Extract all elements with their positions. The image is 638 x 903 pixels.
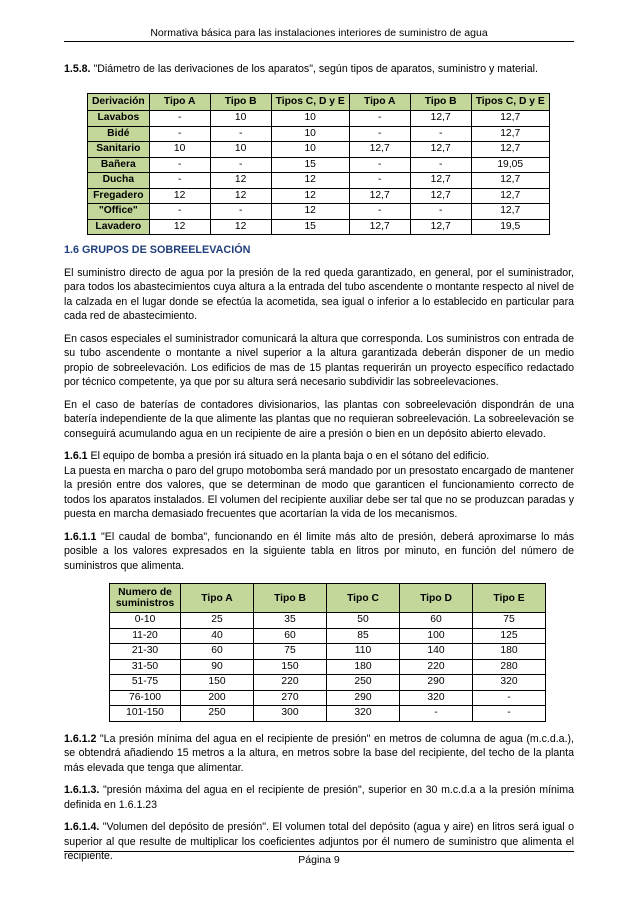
table-row	[88, 157, 550, 173]
table-cell: 300	[254, 706, 327, 722]
table-cell: 10	[271, 142, 349, 158]
table-cell: 12,7	[471, 173, 549, 189]
table-cell: 0-10	[110, 613, 181, 629]
table-cell: 12,7	[349, 188, 410, 204]
column-header: Tipo B	[210, 93, 271, 111]
row-label: Bidé	[88, 126, 150, 142]
table-cell: 50	[327, 613, 400, 629]
table-cell: 12,7	[471, 142, 549, 158]
table-cell: 320	[327, 706, 400, 722]
section-number: 1.6.1.3.	[64, 784, 100, 796]
section-1-6-1	[64, 449, 574, 522]
row-label: Lavadero	[88, 219, 150, 235]
table-cell: 320	[400, 690, 473, 706]
column-header: Tipo A	[349, 93, 410, 111]
table-cell: 12	[271, 204, 349, 220]
table-row	[88, 111, 550, 127]
table-cell: 12	[210, 219, 271, 235]
table-cell: 12,7	[410, 219, 471, 235]
section-1-6-1-1	[64, 530, 574, 574]
section-title: 1.6 GRUPOS DE SOBREELEVACIÓN	[64, 244, 251, 256]
table-row	[110, 659, 546, 675]
page-header: Normativa básica para las instalaciones interiores de suministro de agua	[150, 27, 488, 39]
page-content	[64, 62, 574, 872]
table-cell: 10	[210, 142, 271, 158]
table-cell: -	[473, 706, 546, 722]
table-cell: 220	[254, 675, 327, 691]
table-row	[110, 706, 546, 722]
table-row	[110, 628, 546, 644]
table-cell: 60	[181, 644, 254, 660]
table-cell: 180	[473, 644, 546, 660]
table-cell: 180	[327, 659, 400, 675]
paragraph: El suministro directo de agua por la presión de la red queda garantizado, en general, por el suministrador, para todos los abastecimientos cuya altura a la entrada del tubo ascendente o montante respecto al nivel de la calzada en el lugar donde se efectúa la acometida, sea igual o inferior a lo establecido en particular para cada red de abastecimiento.	[64, 266, 574, 322]
section-text: "Volumen del depósito de presión". El volumen total del depósito (agua y aire) en litros será igual o superior al que resulte de multiplicar los coeficientes adjuntos por él numero de suministro que alimenta el recipiente.	[64, 821, 574, 862]
table-cell: 75	[254, 644, 327, 660]
column-header: Tipo E	[473, 584, 546, 613]
table-cell: 12,7	[410, 188, 471, 204]
table-cell: 35	[254, 613, 327, 629]
table-cell: 10	[149, 142, 210, 158]
table-header-row	[110, 584, 546, 613]
paragraph: En casos especiales el suministrador comunicará la altura que corresponda. Los suministros con entrada de su tubo ascendente o montante a nivel superior a la altura garantizada deberán disponer de un medio propio de sobreelevación. Los edificios de mas de 15 plantas requerirán un proyecto específico redactado por técnico competente, ya que por su altura será necesario subdividir las sobreelevaciones.	[64, 332, 574, 388]
table-cell: 250	[327, 675, 400, 691]
table-header-row	[88, 93, 550, 111]
row-label: Bañera	[88, 157, 150, 173]
section-1-5-8	[64, 62, 574, 77]
column-header: Tipo A	[181, 584, 254, 613]
table-cell: -	[349, 157, 410, 173]
section-text: El equipo de bomba a presión irá situado en la planta baja o en el sótano del edificio.	[87, 450, 490, 462]
table-cell: 12,7	[471, 204, 549, 220]
table-cell: 51-75	[110, 675, 181, 691]
column-header: Tipo C	[327, 584, 400, 613]
table-cell: 10	[271, 126, 349, 142]
table-cell: -	[410, 204, 471, 220]
table-cell: -	[210, 157, 271, 173]
section-1-6-1-3	[64, 783, 574, 812]
column-header: Numero de suministros	[110, 584, 181, 613]
table-cell: 11-20	[110, 628, 181, 644]
section-number: 1.6.1	[64, 450, 88, 462]
table-row	[88, 126, 550, 142]
table-cell: 250	[181, 706, 254, 722]
table-row	[110, 644, 546, 660]
table-cell: -	[149, 173, 210, 189]
table-cell: 270	[254, 690, 327, 706]
derivation-diameter-table	[87, 93, 550, 236]
table-cell: 12	[271, 173, 349, 189]
table-cell: 76-100	[110, 690, 181, 706]
table-cell: 12,7	[410, 111, 471, 127]
table-cell: 200	[181, 690, 254, 706]
row-label: Lavabos	[88, 111, 150, 127]
table-cell: 12	[271, 188, 349, 204]
column-header: Tipos C, D y E	[471, 93, 549, 111]
table-cell: 100	[400, 628, 473, 644]
table-cell: 150	[254, 659, 327, 675]
table-cell: 101-150	[110, 706, 181, 722]
table-cell: -	[149, 157, 210, 173]
table-cell: -	[149, 204, 210, 220]
table-cell: 320	[473, 675, 546, 691]
column-header: Tipo A	[149, 93, 210, 111]
table-cell: -	[349, 173, 410, 189]
row-label: "Office"	[88, 204, 150, 220]
table-cell: 31-50	[110, 659, 181, 675]
table-cell: 220	[400, 659, 473, 675]
column-header: Tipo B	[254, 584, 327, 613]
table-cell: 19,05	[471, 157, 549, 173]
table-cell: 12	[210, 188, 271, 204]
table-row	[88, 219, 550, 235]
row-label: Fregadero	[88, 188, 150, 204]
table-cell: -	[210, 126, 271, 142]
table-cell: 60	[254, 628, 327, 644]
table-cell: 12,7	[349, 219, 410, 235]
table-cell: 10	[210, 111, 271, 127]
table-cell: 12	[149, 188, 210, 204]
column-header: Tipos C, D y E	[271, 93, 349, 111]
row-label: Ducha	[88, 173, 150, 189]
section-text: "presión máxima del agua en el recipiente de presión", superior en 30 m.c.d.a a la presión mínima definida en 1.6.1.23	[64, 784, 574, 811]
table-cell: -	[400, 706, 473, 722]
section-number: 1.6.1.4.	[64, 821, 100, 833]
table-cell: 12,7	[471, 111, 549, 127]
page-footer: Página 9	[298, 854, 340, 866]
table-cell: 15	[271, 157, 349, 173]
table-cell: -	[149, 126, 210, 142]
table-cell: 12	[149, 219, 210, 235]
table-cell: 125	[473, 628, 546, 644]
section-text: "El caudal de bomba", funcionando en él limite más alto de presión, deberá aproximarse lo más posible a los valores expresados en la siguiente tabla en litros por minuto, en función del número de suministros que alimenta.	[64, 530, 574, 572]
table-cell: 140	[400, 644, 473, 660]
table-cell: 21-30	[110, 644, 181, 660]
table-row	[88, 142, 550, 158]
footer-divider	[64, 851, 574, 852]
section-text: "La presión mínima del agua en el recipiente de presión" en metros de columna de agua (m.c.d.a.), se obtendrá añadiendo 15 metros a la altura, en metros sobre la base del recipiente, del techo de la planta más elevada que tenga que alimentar.	[64, 732, 574, 774]
table-cell: 12,7	[410, 173, 471, 189]
table-cell: 25	[181, 613, 254, 629]
table-cell: 15	[271, 219, 349, 235]
table-row	[110, 613, 546, 629]
table-cell: -	[149, 111, 210, 127]
table-cell: -	[410, 126, 471, 142]
table-cell: 40	[181, 628, 254, 644]
table-cell: -	[210, 204, 271, 220]
table-cell: -	[349, 111, 410, 127]
column-header: Tipo B	[410, 93, 471, 111]
table-cell: 85	[327, 628, 400, 644]
table-cell: -	[349, 204, 410, 220]
table-cell: 75	[473, 613, 546, 629]
table-cell: 12,7	[471, 126, 549, 142]
table-cell: 19,5	[471, 219, 549, 235]
table-row	[88, 173, 550, 189]
table-cell: -	[349, 126, 410, 142]
table-cell: 290	[327, 690, 400, 706]
column-header: Tipo D	[400, 584, 473, 613]
table-cell: 10	[271, 111, 349, 127]
section-text: "Diámetro de las derivaciones de los aparatos", según tipos de aparatos, suministro y material.	[90, 63, 538, 75]
table-row	[88, 204, 550, 220]
section-text: La puesta en marcha o paro del grupo motobomba será mandado por un presostato encargado de mantener la presión entre dos valores, que se determinan de modo que garanticen el funcionamiento correcto de todos los aparatos instalados. El volumen del recipiente auxiliar debe ser tal que no se produzcan paradas y puesta en marcha demasiado frecuentes que acortarían la vida de los mecanismos.	[64, 464, 575, 520]
paragraph: En el caso de baterías de contadores divisionarios, las plantas con sobreelevación dispondrán de una batería independiente de la que alimente las plantas que no requieran sobreelevación. La sobreelevación se conseguirá acumulando agua en un recipiente de aire a presión o bien en un depósito abierto elevado.	[64, 398, 574, 440]
table-row	[110, 675, 546, 691]
table-cell: 60	[400, 613, 473, 629]
table-row	[88, 188, 550, 204]
table-cell: -	[473, 690, 546, 706]
section-number: 1.6.1.1	[64, 530, 97, 543]
header-divider	[64, 41, 574, 42]
table-cell: 150	[181, 675, 254, 691]
table-cell: 12,7	[410, 142, 471, 158]
section-number: 1.5.8.	[64, 63, 91, 75]
table-cell: 90	[181, 659, 254, 675]
table-row	[110, 690, 546, 706]
table-cell: 110	[327, 644, 400, 660]
column-header: Derivación	[88, 93, 150, 111]
section-1-6-1-2	[64, 732, 574, 776]
section-number: 1.6.1.2	[64, 732, 97, 745]
table-cell: 12,7	[471, 188, 549, 204]
row-label: Sanitario	[88, 142, 150, 158]
table-cell: 290	[400, 675, 473, 691]
pump-flow-table	[109, 583, 546, 722]
table-cell: 280	[473, 659, 546, 675]
table-cell: 12	[210, 173, 271, 189]
table-cell: 12,7	[349, 142, 410, 158]
table-cell: -	[410, 157, 471, 173]
